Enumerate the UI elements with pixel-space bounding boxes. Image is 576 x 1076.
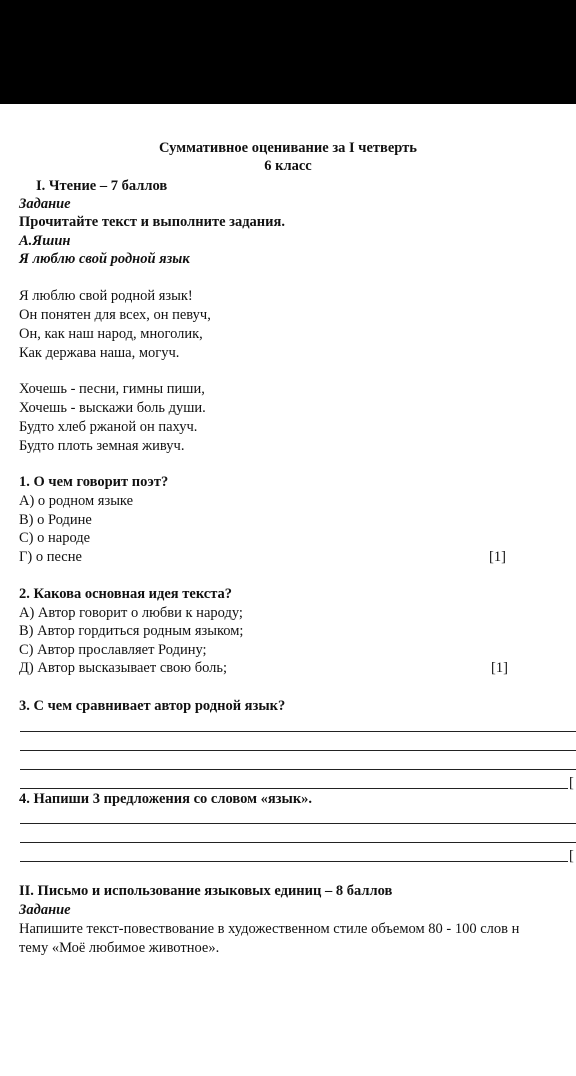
section-1-heading: I. Чтение – 7 баллов	[36, 178, 168, 194]
answer-line[interactable]	[20, 769, 576, 770]
task-text: тему «Моё любимое животное».	[19, 940, 220, 956]
answer-option: В) о Родине	[19, 512, 92, 528]
instruction: Прочитайте текст и выполните задания.	[19, 214, 285, 230]
score-mark: [	[569, 848, 574, 864]
task-text: Напишите текст-повествование в художественном стиле объемом 80 - 100 слов н	[19, 921, 520, 937]
question-1: 1. О чем говорит поэт?	[19, 474, 169, 490]
score-mark: [	[569, 775, 574, 791]
top-black-bar	[0, 0, 576, 104]
answer-option: Д) Автор высказывает свою боль;	[19, 660, 228, 676]
question-2: 2. Какова основная идея текста?	[19, 586, 233, 602]
task-label: Задание	[19, 196, 71, 212]
grade-label: 6 класс	[264, 158, 312, 174]
answer-option: Г) о песне	[19, 549, 82, 565]
answer-line[interactable]	[20, 788, 568, 789]
poem-line: Как держава наша, могуч.	[19, 345, 180, 361]
answer-line[interactable]	[20, 861, 568, 862]
poem-title: Я люблю свой родной язык	[19, 251, 190, 267]
answer-option: А) Автор говорит о любви к народу;	[19, 605, 243, 621]
answer-line[interactable]	[20, 823, 576, 824]
answer-option: С) Автор прославляет Родину;	[19, 642, 207, 658]
poem-line: Хочешь - песни, гимны пиши,	[19, 381, 205, 397]
task-label: Задание	[19, 902, 71, 918]
question-3: 3. С чем сравнивает автор родной язык?	[19, 698, 286, 714]
poem-line: Я люблю свой родной язык!	[19, 288, 193, 304]
poem-line: Хочешь - выскажи боль души.	[19, 400, 206, 416]
answer-option: С) о народе	[19, 530, 91, 546]
page-title: Суммативное оценивание за I четверть	[159, 140, 417, 156]
score-mark: [1]	[489, 549, 506, 565]
answer-line[interactable]	[20, 731, 576, 732]
section-2-heading: II. Письмо и использование языковых единиц – 8 баллов	[19, 883, 393, 899]
poem-line: Будто плоть земная живуч.	[19, 438, 185, 454]
poem-author: А.Яшин	[19, 233, 71, 249]
poem-line: Он, как наш народ, многолик,	[19, 326, 203, 342]
answer-line[interactable]	[20, 750, 576, 751]
answer-option: А) о родном языке	[19, 493, 134, 509]
score-mark: [1]	[491, 660, 508, 676]
answer-line[interactable]	[20, 842, 576, 843]
poem-line: Он понятен для всех, он певуч,	[19, 307, 211, 323]
answer-option: В) Автор гордиться родным языком;	[19, 623, 244, 639]
question-4: 4. Напиши 3 предложения со словом «язык».	[19, 791, 313, 807]
poem-line: Будто хлеб ржаной он пахуч.	[19, 419, 198, 435]
